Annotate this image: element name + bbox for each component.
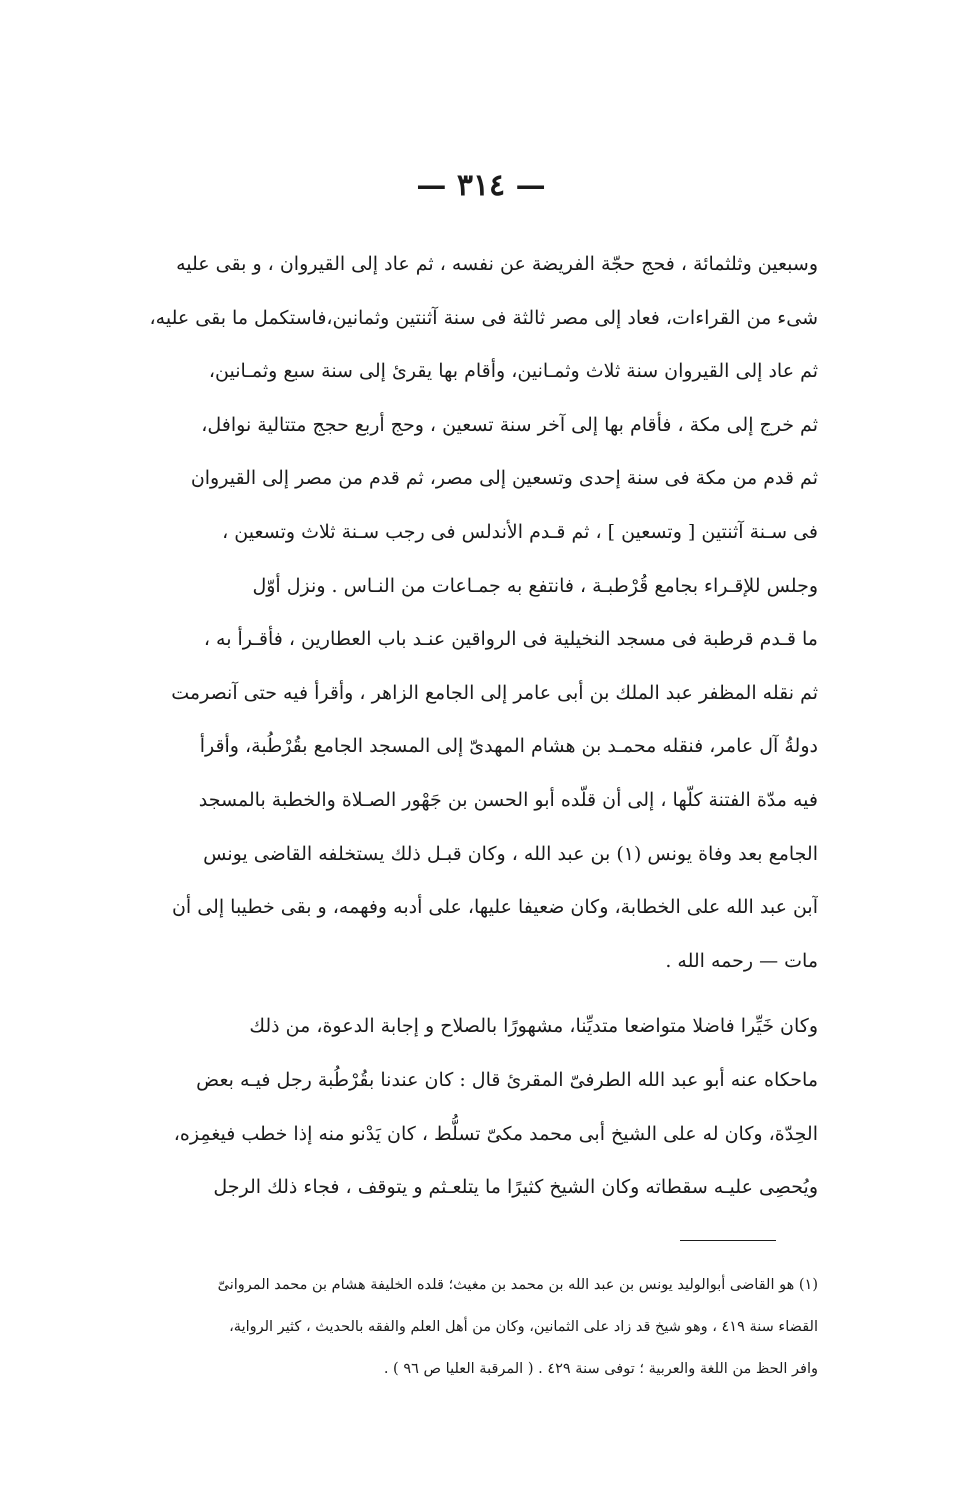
text-line: ثم قدم من مكة فى سنة إحدى وتسعين إلى مصر، ثم قدم من مصر إلى القيروان — [190, 467, 818, 490]
page-number: — ٣١٤ — — [416, 168, 546, 203]
text-line: وجلس للإقـراء بجامع قُرْطبـة ، فانتفع به جمـاعات من النـاس . ونزل أوّل — [252, 574, 818, 597]
text-line: ماحكاه عنه أبو عبد الله الطرفىّ المقرئ قال : كان عندنا بقُرْطُبة رجل فيـه بعض — [196, 1068, 818, 1091]
text-line: شىء من القراءات، فعاد إلى مصر ثالثة فى سنة آثنتين وثمانين،فاستكمل ما بقى عليه، — [149, 306, 818, 329]
paragraph-gap — [128, 988, 818, 1000]
text-line: ما قـدم قرطبة فى مسجد النخيلية فى الرواقين عنـد باب العطارين ، فأقـرأ به ، — [203, 628, 818, 651]
text-line: وكان خَيِّرا فاضلا متواضعا متديِّنا، مشهورًا بالصلاح و إجابة الدعوة، من ذلك — [249, 1015, 818, 1038]
text-line: مات — رحمه الله . — [665, 949, 818, 972]
footnote-line: القضاء سنة ٤١٩ ، وهو شيخ قد زاد على الثمانين، وكان من أهل العلم والفقه بالحديث ، كثير الرواية، — [229, 1319, 818, 1335]
text-line: الحِدّة، وكان له على الشيخ أبى محمد مكىّ تسلُّط ، كان يَدْنو منه إذا خطب فيغمِزه، — [173, 1122, 818, 1145]
text-line: ثم نقله المظفر عبد الملك بن أبى عامر إلى الجامع الزاهر ، وأقرأ فيه حتى آنصرمت — [171, 681, 818, 704]
text-line: فيه مدّة الفتنة كلّها ، إلى أن قلّده أبو الحسن بن جَهْور الصـلاة والخطبة بالمسجد — [198, 788, 818, 811]
footnote-divider — [680, 1240, 776, 1241]
text-line: فى سـنة آثنتين [ وتسعين ] ، ثم قـدم الأندلس فى رجب سـنة ثلاث وتسعين ، — [222, 520, 818, 543]
footnote-line: (١) هو القاضى أبوالوليد يونس بن عبد الله بن محمد بن مغيث؛ قلده الخليفة هشام بن محمد المروانىّ — [217, 1277, 818, 1293]
text-line: ثم عاد إلى القيروان سنة ثلاث وثمـانين، وأقام بها يقرئ إلى سنة سبع وثمـانين، — [208, 360, 818, 383]
text-line: دولةُ آل عامر، فنقله محمـد بن هشام المهدىّ إلى المسجد الجامع بقُرْطُبة، وأقرأ — [199, 735, 818, 758]
text-line: آبن عبد الله على الخطابة، وكان ضعيفا عليها، على أدبه وفهمه، و بقى خطيبا إلى أن — [171, 896, 818, 919]
text-line: ويُحصِى عليـه سقطاته وكان الشيخ كثيرًا ما يتلعـثم و يتوقف ، فجاء ذلك الرجل — [213, 1176, 818, 1199]
main-text — [128, 238, 818, 1215]
text-line: ثم خرج إلى مكة ، فأقام بها إلى آخر سنة تسعين ، وحج أربع حجج متتالية نوافل، — [201, 413, 818, 436]
footnote-line: وافر الحظ من اللغة والعربية ؛ توفى سنة ٤٢٩ . ( المرقبة العليا ص ٩٦ ) . — [383, 1361, 818, 1377]
footnotes — [128, 1264, 818, 1390]
text-line: وسبعين وثلثمائة ، فحج حجّة الفريضة عن نفسه ، ثم عاد إلى القيروان ، و بقى عليه — [176, 253, 818, 275]
text-line: الجامع بعد وفاة يونس (١) بن عبد الله ، وكان قبـل ذلك يستخلفه القاضى يونس — [203, 842, 818, 865]
